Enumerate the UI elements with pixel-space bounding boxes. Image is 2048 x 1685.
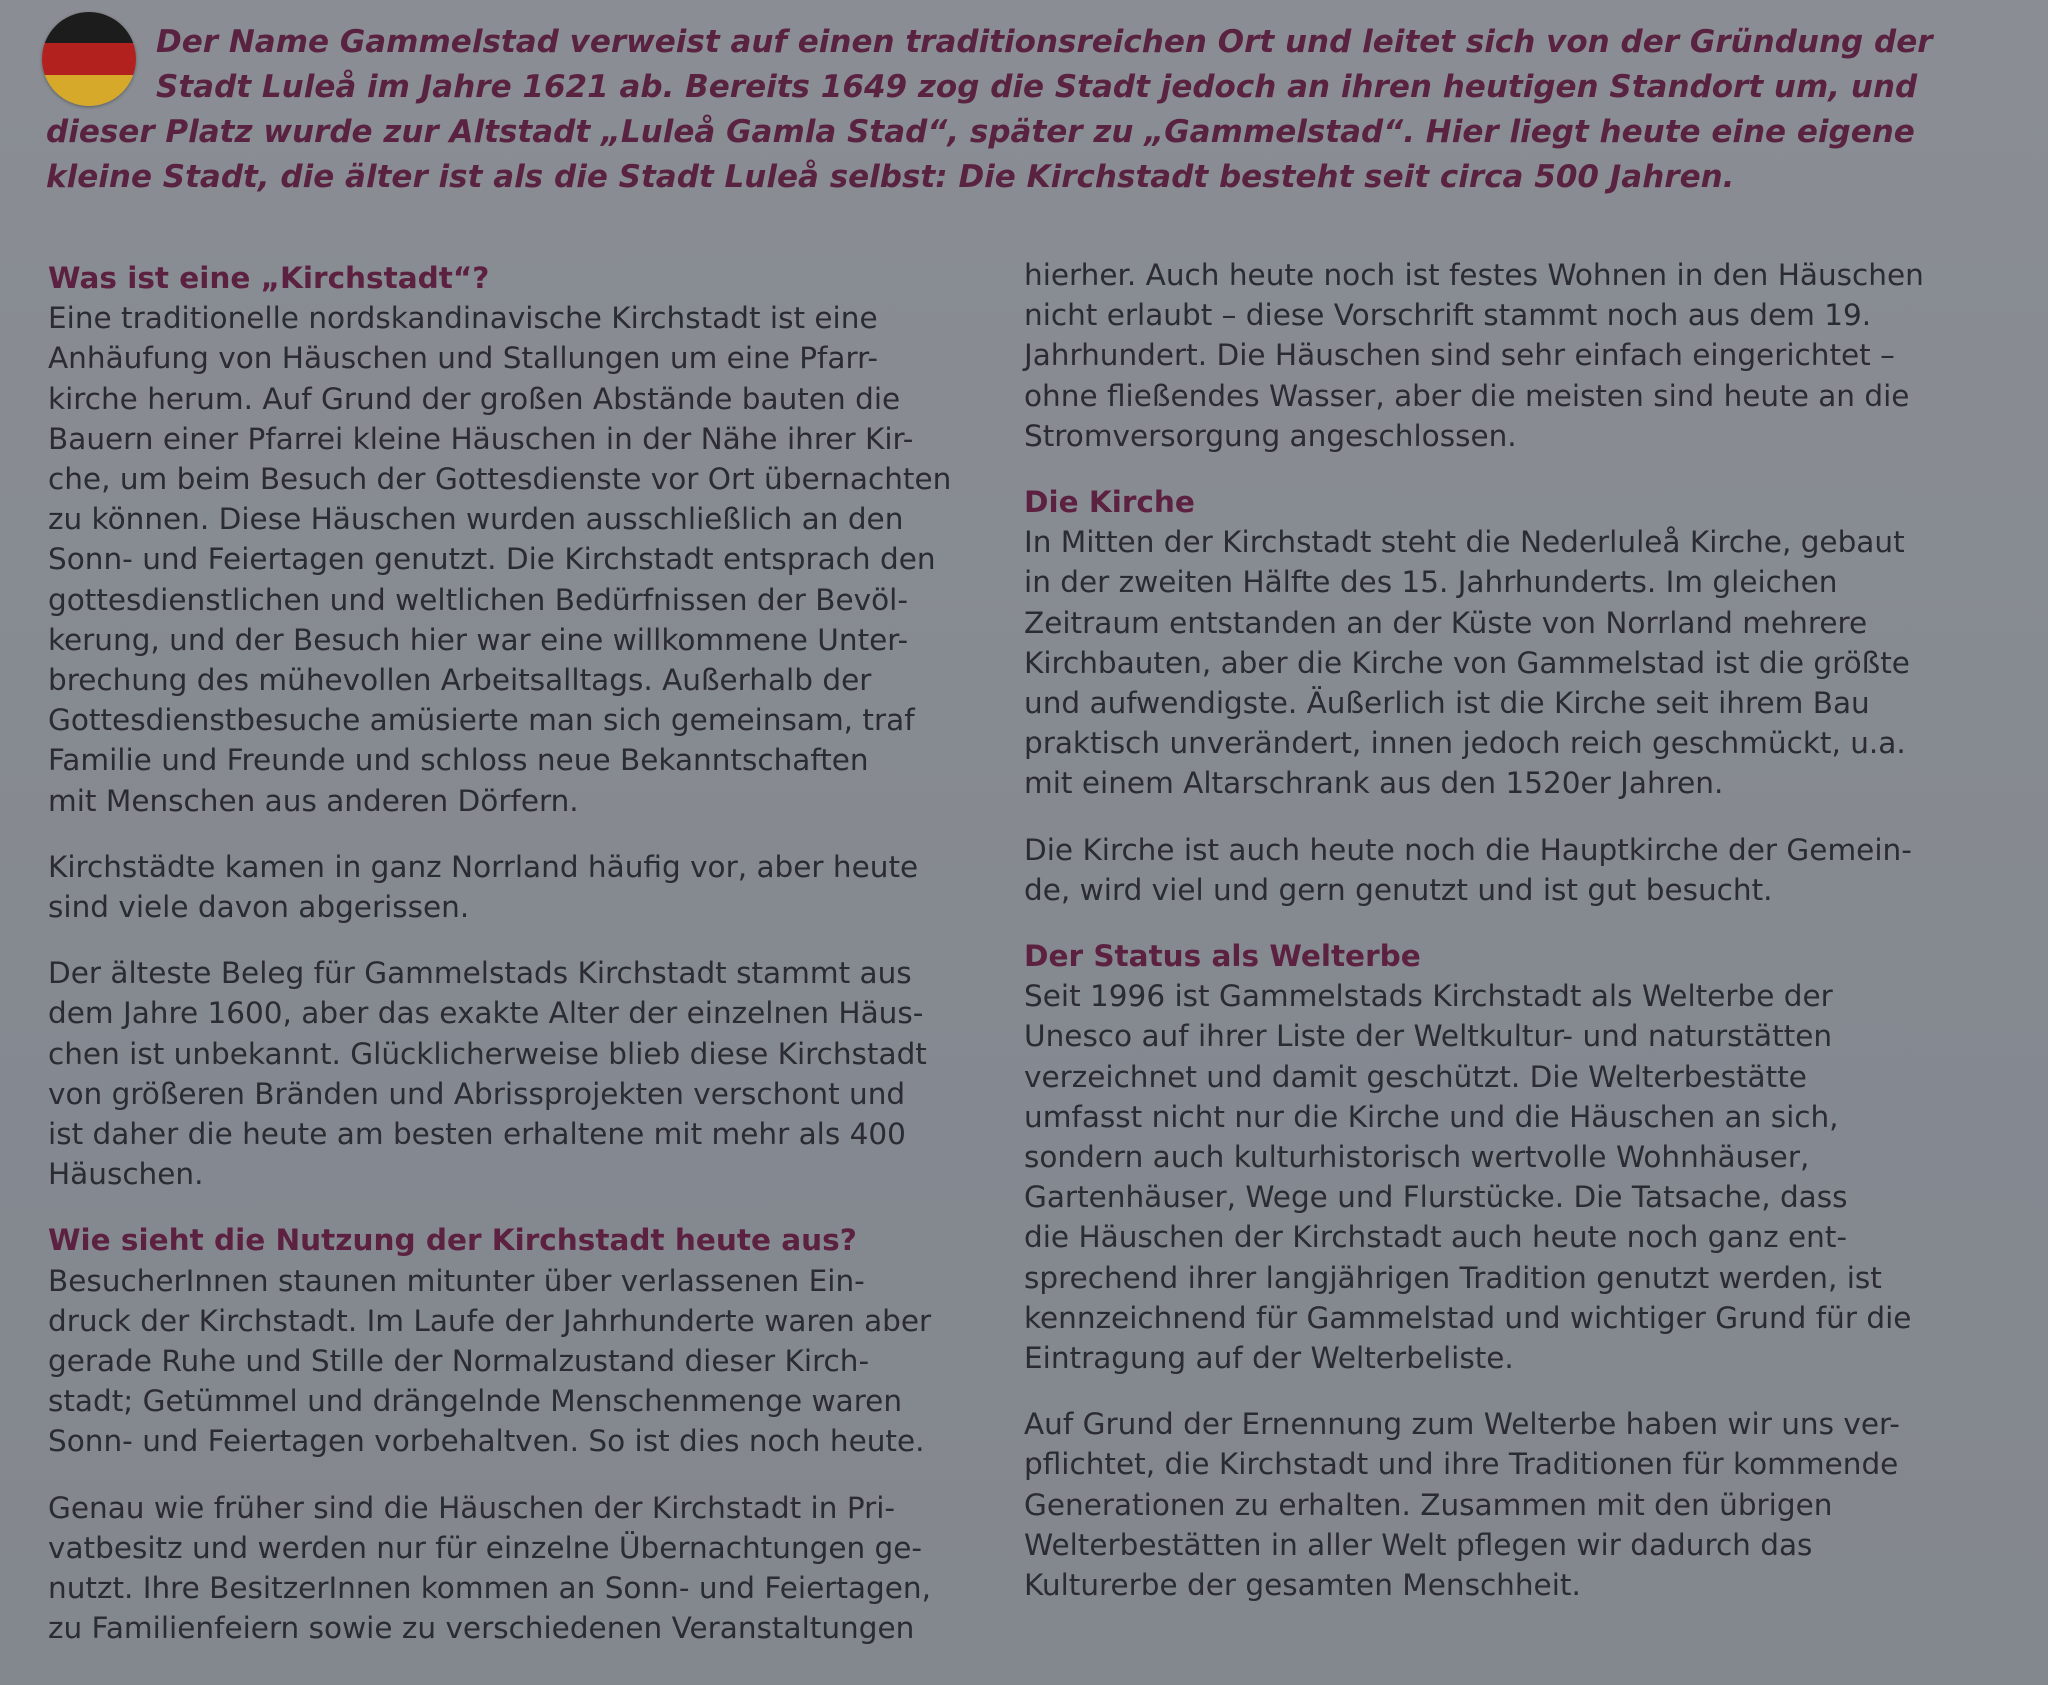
heading-church: Die Kirche [1024,485,1195,520]
paragraph-visitors: BesucherInnen staunen mitunter über verlassenen Ein- druck der Kirchstadt. Im Laufe der Jahrhunderte waren aber gerade Ruhe und Stille der Normalzustand dieser Kirch- stadt; Getümmel und drängelnde Menschenmenge waren Sonn- und Feiertagen vorbehaltven. So ist dies noch heute. [48,1263,932,1459]
heading-kirchstadt: Was ist eine „Kirchstadt“? [48,261,490,295]
left-column [48,258,986,1675]
paragraph-commitment: Auf Grund der Ernennung zum Welterbe haben wir uns ver- pflichtet, die Kirchstadt und ihre Traditionen für kommende Generationen zu erhalten. Zusammen mit den übrigen Welterbestätten in aller Welt pflegen wir dadurch das Kulturerbe der gesamten Menschheit. [1024,1407,1900,1603]
right-column [1024,255,1994,1631]
flag-indent [46,20,156,106]
paragraph-main-church: Die Kirche ist auch heute noch die Hauptkirche der Gemein- de, wird viel und gern genutzt und ist gut besucht. [1024,832,1912,907]
paragraph-unesco: Seit 1996 ist Gammelstads Kirchstadt als Welterbe der Unesco auf ihrer Liste der Weltkultur- und naturstätten verzeichnet und damit geschützt. Die Welterbestätte umfasst nicht nur die Kirche und die Häuschen an sich, sondern auch kulturhistorisch wertvolle Wohnhäuser, Gartenhäuser, Wege und Flurstücke. Die Tatsache, dass die Häuschen der Kirchstadt auch heute noch ganz ent- sprechend ihrer langjährigen Tradition genutzt werden, ist kennzeichnend für Gammelstad und wichtiger Grund für die Eintragung auf der Welterbeliste. [1024,979,1912,1376]
paragraph-church-history: In Mitten der Kirchstadt steht die Nederluleå Kirche, gebaut in der zweiten Hälfte des 15. Jahrhunderts. Im gleichen Zeitraum entstanden an der Küste von Norrland mehrere Kirchbauten, aber die Kirche von Gammelstad ist die größte und aufwendigste. Äußerlich ist die Kirche seit ihrem Bau praktisch unverändert, innen jedoch reich geschmückt, u.a. mit einem Altarschrank aus den 1520er Jahren. [1024,525,1910,801]
paragraph-norrland: Kirchstädte kamen in ganz Norrland häufig vor, aber heute sind viele davon abgerissen. [48,849,919,925]
paragraph-oldest-record: Der älteste Beleg für Gammelstads Kirchstadt stammt aus dem Jahre 1600, aber das exakte Alter der einzelnen Häus- chen ist unbekannt. Glücklicherweise blieb diese Kirchstadt von größeren Bränden und Abrissprojekten verschont und ist daher die heute am besten erhaltene mit mehr als 400 Häuschen. [48,956,927,1192]
paragraph-kirchstadt-definition: Eine traditionelle nordskandinavische Kirchstadt ist eine Anhäufung von Häuschen und Stallungen um eine Pfarr- kirche herum. Auf Grund der großen Abstände bauten die Bauern einer Pfarrei kleine Häuschen in der Nähe ihrer Kir- che, um beim Besuch der Gottesdienste vor Ort übernachten zu können. Diese Häuschen wurden ausschließlich an den Sonn- und Feiertagen genutzt. Die Kirchstadt entsprach den gottesdienstlichen und weltlichen Bedürfnissen der Bevöl- kerung, und der Besuch hier war eine willkommene Unter- brechung des mühevollen Arbeitsalltags. Außerhalb der Gottesdienstbesuche amüsierte man sich gemeinsam, traf Familie und Freunde und schloss neue Bekanntschaften mit Menschen aus anderen Dörfern. [48,301,952,818]
intro-paragraph [46,20,1966,200]
heading-usage-today: Wie sieht die Nutzung der Kirchstadt heute aus? [48,1223,857,1258]
intro-text: Der Name Gammelstad verweist auf einen traditionsreichen Ort und leitet sich von der Gründung der Stadt Luleå im Jahre 1621 ab. Bereits 1649 zog die Stadt jedoch an ihren heutigen Standort um, und dieser Platz wurde zur Altstadt „Luleå Gamla Stad“, später zu „Gammelstad“. Hier liegt heute eine eigene kleine Stadt, die älter ist als die Stadt Luleå selbst: Die Kirchstadt besteht seit circa 500 Jahren. [46,24,1933,195]
heading-world-heritage: Der Status als Welterbe [1024,939,1421,974]
paragraph-private-ownership: Genau wie früher sind die Häuschen der Kirchstadt in Pri- vatbesitz und werden nur für einzelne Übernachtungen ge- nutzt. Ihre BesitzerInnen kommen an Sonn- und Feiertagen, zu Familienfeiern sowie zu verschiedenen Veranstaltungen [48,1490,931,1646]
paragraph-continued: hierher. Auch heute noch ist festes Wohnen in den Häuschen nicht erlaubt – diese Vorschrift stammt noch aus dem 19. Jahrhundert. Die Häuschen sind sehr einfach eingerichtet – ohne fließendes Wasser, aber die meisten sind heute an die Stromversorgung angeschlossen. [1024,258,1924,453]
